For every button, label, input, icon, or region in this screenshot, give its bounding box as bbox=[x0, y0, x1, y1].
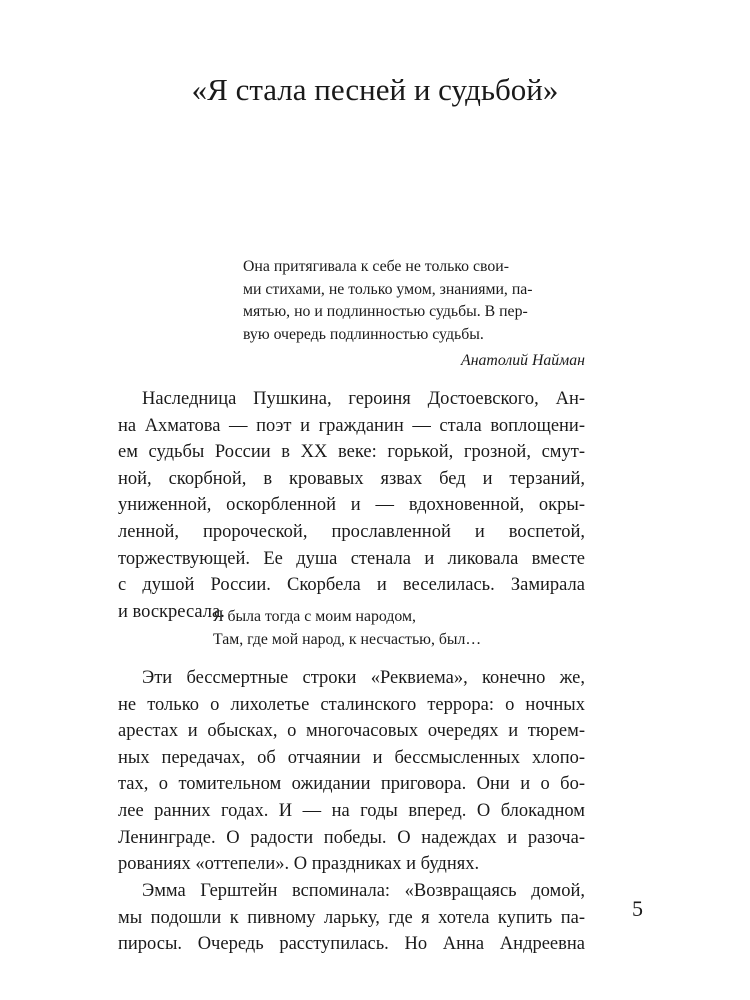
text-line: ленной, пророческой, прославленной и воспетой, bbox=[118, 521, 585, 542]
epigraph-line: мятью, но и подлинностью судьбы. В пер- bbox=[243, 303, 528, 321]
text-line: Ленинграде. О радости победы. О надеждах и разоча- bbox=[118, 827, 585, 848]
text-line: мы подошли к пивному ларьку, где я хотела купить па- bbox=[118, 907, 585, 928]
epigraph-line: вую очередь подлинностью судьбы. bbox=[243, 325, 484, 343]
text-line: Эти бессмертные строки «Реквиема», конечно же, bbox=[142, 668, 585, 688]
text-line: и воскресала. bbox=[118, 601, 225, 622]
text-line: тах, о томительном ожидании приговора. Они и о бо- bbox=[118, 774, 585, 795]
chapter-title: «Я стала песней и судьбой» bbox=[191, 72, 559, 107]
paragraph-3 bbox=[118, 878, 585, 958]
paragraph-1 bbox=[118, 386, 585, 625]
text-line: рованиях «оттепели». О праздниках и буднях. bbox=[118, 854, 480, 875]
epigraph-author: Анатолий Найман bbox=[461, 352, 585, 370]
verse-quote bbox=[213, 606, 481, 651]
epigraph bbox=[243, 256, 585, 373]
text-line: с душой России. Скорбела и веселилась. Замирала bbox=[118, 575, 585, 596]
text-line: ных передачах, об отчаянии и бессмысленных хлопо- bbox=[118, 747, 585, 768]
text-line: униженной, оскорбленной и — вдохновенной, окры- bbox=[118, 495, 585, 516]
text-line: Наследница Пушкина, героиня Достоевского, Ан- bbox=[142, 389, 585, 409]
verse-line: Там, где мой народ, к несчастью, был… bbox=[213, 630, 482, 648]
text-line: пиросы. Очередь расступилась. Но Анна Андреевна bbox=[118, 934, 585, 955]
text-line: лее ранних годах. И — на годы вперед. О блокадном bbox=[118, 800, 585, 821]
page-number: 5 bbox=[632, 896, 643, 921]
text-line: на Ахматова — поэт и гражданин — стала воплощени- bbox=[118, 415, 585, 436]
text-line: ной, скорбной, в кровавых язвах бед и терзаний, bbox=[118, 468, 585, 489]
text-line: торжествующей. Ее душа стенала и ликовала вместе bbox=[118, 548, 585, 569]
text-line: ем судьбы России в XX веке: горькой, грозной, смут- bbox=[118, 442, 585, 463]
verse-line: Я была тогда с моим народом, bbox=[213, 608, 416, 625]
text-line: не только о лихолетье сталинского террора: о ночных bbox=[118, 694, 585, 715]
text-line: арестах и обысках, о многочасовых очередях и тюрем- bbox=[118, 721, 585, 742]
epigraph-line: Она притягивала к себе не только свои- bbox=[243, 258, 509, 275]
paragraph-2 bbox=[118, 665, 585, 878]
text-line: Эмма Герштейн вспоминала: «Возвращаясь домой, bbox=[142, 881, 585, 901]
epigraph-line: ми стихами, не только умом, знаниями, па- bbox=[243, 280, 533, 298]
